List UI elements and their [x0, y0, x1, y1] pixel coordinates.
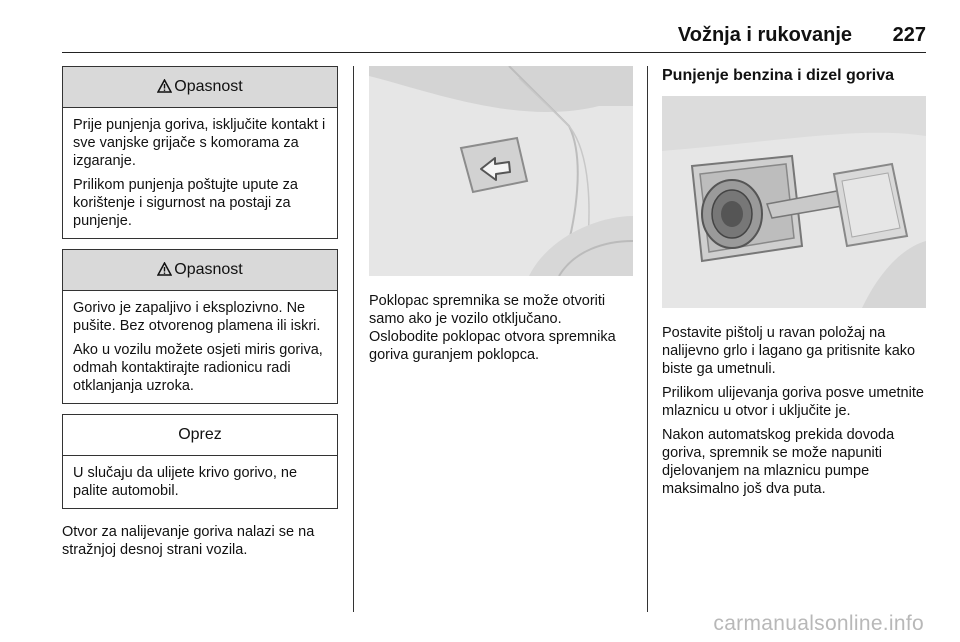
warning-triangle-icon	[157, 262, 172, 276]
warning-triangle-icon	[157, 79, 172, 93]
fuel-door-drawing	[369, 66, 633, 276]
page-number: 227	[892, 24, 926, 46]
column-2-paragraph-1: Poklopac spremnika se može otvoriti samo ako je vozilo otključano.	[369, 293, 606, 327]
page-header	[62, 22, 926, 53]
danger-box-1-heading	[63, 67, 337, 108]
danger-box-1-body	[63, 108, 337, 238]
section-heading: Punjenje benzina i dizel goriva	[662, 67, 895, 84]
section-title-header: Vožnja i rukovanje	[677, 24, 852, 46]
watermark: carmanualsonline.info	[713, 612, 924, 635]
caution-box	[62, 414, 338, 509]
column-divider-2	[647, 66, 648, 612]
danger-box-1-title: Opasnost	[174, 78, 243, 95]
caution-box-body	[63, 456, 337, 508]
column-3-paragraph-1: Postavite pištolj u ravan položaj na nalijevno grlo i lagano ga pritisnite kako biste ga umetnuli.	[662, 325, 916, 377]
column-1	[62, 66, 338, 565]
column-3-paragraph-2: Prilikom ulijevanja goriva posve umetnite mlaznicu u otvor i uključite je.	[662, 385, 924, 419]
column-2	[369, 66, 633, 370]
body-text: Otvor za nalijevanje goriva nalazi se na stražnjoj desnoj strani vozila.	[62, 524, 315, 558]
caution-box-paragraph-1: U slučaju da ulijete krivo gorivo, ne palite automobil.	[73, 465, 298, 499]
danger-box-2-paragraph-1: Gorivo je zapaljivo i eksplozivno. Ne pušite. Bez otvorenog plamena ili iskri.	[73, 300, 321, 334]
danger-box-1-paragraph-1: Prije punjenja goriva, isključite kontakt i sve vanjske grijače s komorama za izgaranje.	[73, 117, 326, 169]
danger-box-2-title: Opasnost	[174, 261, 243, 278]
column-3-paragraph-3: Nakon automatskog prekida dovoda goriva, spremnik se može napuniti djelovanjem na mlaznicu pumpe maksimalno još dva puta.	[662, 427, 895, 497]
column-2-paragraph-2: Oslobodite poklopac otvora spremnika goriva guranjem poklopca.	[369, 329, 616, 363]
fuel-filler-drawing	[662, 96, 926, 308]
danger-box-2-paragraph-2: Ako u vozilu možete osjeti miris goriva, odmah kontaktirajte radionicu radi otklanjanja uzroka.	[73, 342, 323, 394]
danger-box-2-heading	[63, 250, 337, 291]
fuel-door-illustration	[369, 66, 633, 276]
caution-box-heading: Oprez	[63, 415, 337, 456]
danger-box-1	[62, 66, 338, 239]
fuel-filler-illustration	[662, 96, 926, 308]
danger-box-1-paragraph-2: Prilikom punjenja poštujte upute za korištenje i sigurnost na postaji za punjenje.	[73, 177, 298, 229]
danger-box-2-body	[63, 291, 337, 403]
column-divider-1	[353, 66, 354, 612]
danger-box-2	[62, 249, 338, 404]
column-3	[662, 66, 926, 504]
